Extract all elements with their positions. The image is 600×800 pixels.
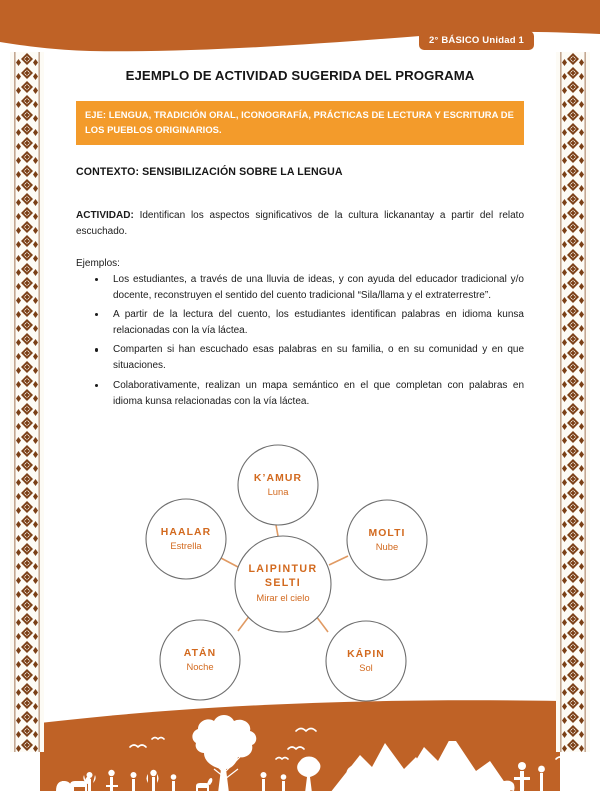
semantic-map-diagram <box>76 432 524 702</box>
ejemplos-label: Ejemplos: <box>76 257 120 269</box>
node-circle-center <box>235 536 331 632</box>
list-item: Colaborativamente, realizan un mapa semántico en el que completan con palabras en idioma kunsa relacionadas con la vía láctea. <box>76 378 524 410</box>
right-woven-border-pattern <box>556 52 590 752</box>
list-item: Comparten si han escuchado esas palabras en su familia, o en su comunidad y en que situaciones. <box>76 342 524 374</box>
node-circle-haalar <box>146 499 226 579</box>
top-orange-band <box>0 0 600 60</box>
map-node-gloss: Mirar el cielo <box>256 592 310 604</box>
contexto-heading: CONTEXTO: SENSIBILIZACIÓN SOBRE LA LENGUA <box>76 166 343 179</box>
map-node-term: MOLTI <box>368 527 406 539</box>
actividad-text: Identifican los aspectos significativos de la cultura lickanantay a partir del relato escuchado. <box>76 210 524 238</box>
map-node-term: LAIPINTUR <box>248 563 318 576</box>
list-item: Los estudiantes, a través de una lluvia de ideas, y con ayuda del educador tradicional y/o docente, reconstruyen el sentido del cuento tradicional “Sila/llama y el extraterrestre”. <box>76 272 524 304</box>
node-circle-kapin <box>326 621 406 701</box>
map-node-term: HAALAR <box>160 526 212 538</box>
node-circle-molti <box>347 500 427 580</box>
map-node-gloss: Luna <box>267 485 289 497</box>
map-node-term: KÁPIN <box>347 648 385 660</box>
map-node-term: K’AMUR <box>253 472 303 484</box>
list-item: A partir de la lectura del cuento, los estudiantes identifican palabras en idioma kunsa relacionadas con la vía láctea. <box>76 307 524 339</box>
map-node-gloss: Sol <box>359 661 373 673</box>
left-woven-border-pattern <box>10 52 44 752</box>
node-circle-kamur <box>238 445 318 525</box>
ejemplos-list <box>76 272 524 411</box>
content-column <box>76 60 524 702</box>
map-node-term: ATÁN <box>183 647 217 659</box>
map-node-gloss: Noche <box>186 660 214 672</box>
semantic-map-graphics <box>76 432 524 702</box>
unit-badge: 2° BÁSICO Unidad 1 <box>419 31 534 50</box>
eje-banner: EJE: LENGUA, TRADICIÓN ORAL, ICONOGRAFÍA, PRÁCTICAS DE LECTURA Y ESCRITURA DE LOS PUEBLOS ORIGINARIOS. <box>76 101 524 145</box>
node-circle-atan <box>160 620 240 700</box>
actividad-label: ACTIVIDAD: <box>76 210 134 222</box>
map-node-gloss: Nube <box>375 540 399 552</box>
map-node-gloss: Estrella <box>170 539 202 551</box>
actividad-paragraph <box>76 208 524 240</box>
map-node-term-line2: SELTI <box>264 576 302 589</box>
bottom-landscape-band <box>0 695 600 800</box>
page-title: EJEMPLO DE ACTIVIDAD SUGERIDA DEL PROGRAMA <box>125 68 475 83</box>
